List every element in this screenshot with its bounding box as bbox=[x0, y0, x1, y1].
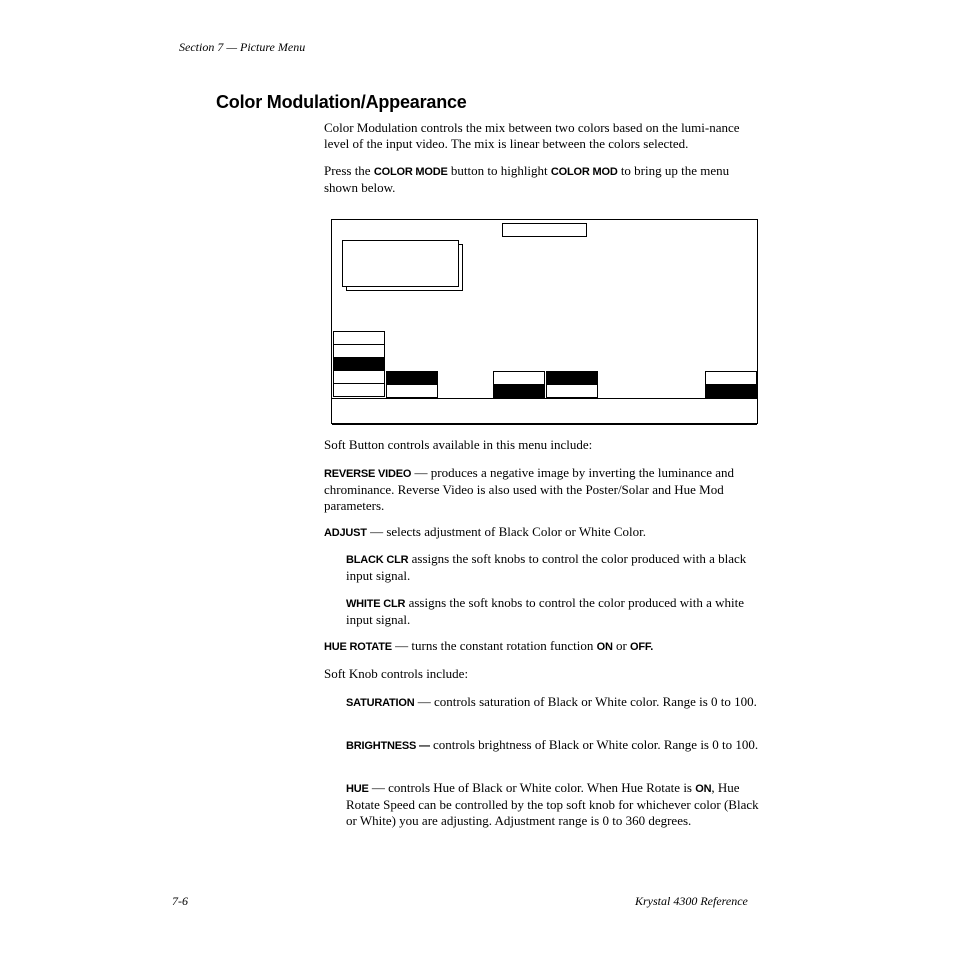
reverse-video-keyword: REVERSE VIDEO bbox=[324, 468, 412, 480]
color-mod-keyword: COLOR MOD bbox=[550, 166, 618, 178]
book-title: Krystal 4300 Reference bbox=[635, 894, 748, 908]
status-bar bbox=[332, 398, 757, 425]
white-clr-keyword: WHITE CLR bbox=[346, 598, 406, 610]
instruction-text: button to highlight bbox=[447, 163, 551, 178]
intro-paragraph: Color Modulation controls the mix between two colors based on the lumi-nance level of the input video. The mix is linear between the colors selected. bbox=[324, 120, 740, 151]
saturation-description bbox=[346, 694, 760, 711]
soft-button-slot[interactable] bbox=[333, 344, 385, 358]
black-clr-description bbox=[346, 551, 760, 584]
menu-diagram bbox=[331, 219, 758, 424]
soft-buttons-intro: Soft Button controls available in this menu include: bbox=[324, 437, 593, 452]
adjust-text: — selects adjustment of Black Color or White Color. bbox=[366, 524, 647, 539]
saturation-keyword: SATURATION bbox=[346, 697, 415, 709]
soft-button-slot-selected[interactable] bbox=[546, 371, 598, 385]
soft-button-slot[interactable] bbox=[705, 371, 757, 385]
running-header: Section 7 — Picture Menu bbox=[179, 40, 306, 54]
white-clr-text: assigns the soft knobs to control the color produced with a white input signal. bbox=[346, 595, 744, 627]
color-mode-keyword: COLOR MODE bbox=[373, 166, 448, 178]
soft-button-slot[interactable] bbox=[386, 384, 438, 398]
soft-button-slot[interactable] bbox=[546, 384, 598, 398]
soft-button-slot[interactable] bbox=[333, 331, 385, 345]
on-keyword: ON bbox=[596, 641, 613, 653]
hue-rotate-keyword: HUE ROTATE bbox=[324, 641, 392, 653]
reverse-video-text: — produces a negative image by inverting the luminance and chrominance. Reverse Video is also used with the Poster/Solar and Hue Mod parameters. bbox=[324, 465, 734, 513]
hue-keyword: HUE bbox=[346, 783, 369, 795]
on-keyword: ON bbox=[695, 783, 712, 795]
hue-description bbox=[346, 780, 760, 829]
adjust-description bbox=[324, 524, 760, 541]
soft-button-slot-selected[interactable] bbox=[705, 384, 757, 398]
white-clr-description bbox=[346, 595, 760, 628]
soft-button-slot-selected[interactable] bbox=[333, 357, 385, 371]
soft-button-slot[interactable] bbox=[333, 370, 385, 384]
instruction-text: Press the bbox=[324, 163, 374, 178]
soft-button-slot-selected[interactable] bbox=[493, 384, 545, 398]
page-number: 7-6 bbox=[172, 894, 188, 908]
hue-text-cont: , Hue Rotate Speed can be controlled by the top soft knob for whichever color (Black or White) you are adjusting. Adjustment range is 0 to 360 degrees. bbox=[346, 780, 759, 828]
hue-rotate-or: or bbox=[612, 638, 631, 653]
brightness-keyword: BRIGHTNESS — bbox=[346, 740, 430, 752]
hue-rotate-description bbox=[324, 638, 760, 655]
black-clr-keyword: BLACK CLR bbox=[346, 554, 409, 566]
soft-button-slot-selected[interactable] bbox=[386, 371, 438, 385]
hue-text: — controls Hue of Black or White color. When Hue Rotate is bbox=[368, 780, 696, 795]
instruction-paragraph bbox=[324, 163, 760, 196]
instruction-text: to bring up the menu shown below. bbox=[324, 163, 730, 195]
brightness-text: controls brightness of Black or White color. Range is 0 to 100. bbox=[429, 737, 759, 752]
menu-title-box bbox=[502, 223, 587, 237]
off-keyword: OFF. bbox=[630, 641, 654, 653]
brightness-description bbox=[346, 737, 760, 754]
soft-knobs-intro: Soft Knob controls include: bbox=[324, 666, 469, 681]
soft-button-slot[interactable] bbox=[333, 383, 385, 397]
display-box bbox=[342, 240, 459, 287]
saturation-text: — controls saturation of Black or White color. Range is 0 to 100. bbox=[414, 694, 757, 709]
section-title: Color Modulation/Appearance bbox=[216, 92, 467, 112]
hue-rotate-text: — turns the constant rotation function bbox=[391, 638, 597, 653]
reverse-video-description bbox=[324, 465, 760, 514]
black-clr-text: assigns the soft knobs to control the color produced with a black input signal. bbox=[346, 551, 747, 583]
soft-button-slot[interactable] bbox=[493, 371, 545, 385]
adjust-keyword: ADJUST bbox=[324, 527, 367, 539]
